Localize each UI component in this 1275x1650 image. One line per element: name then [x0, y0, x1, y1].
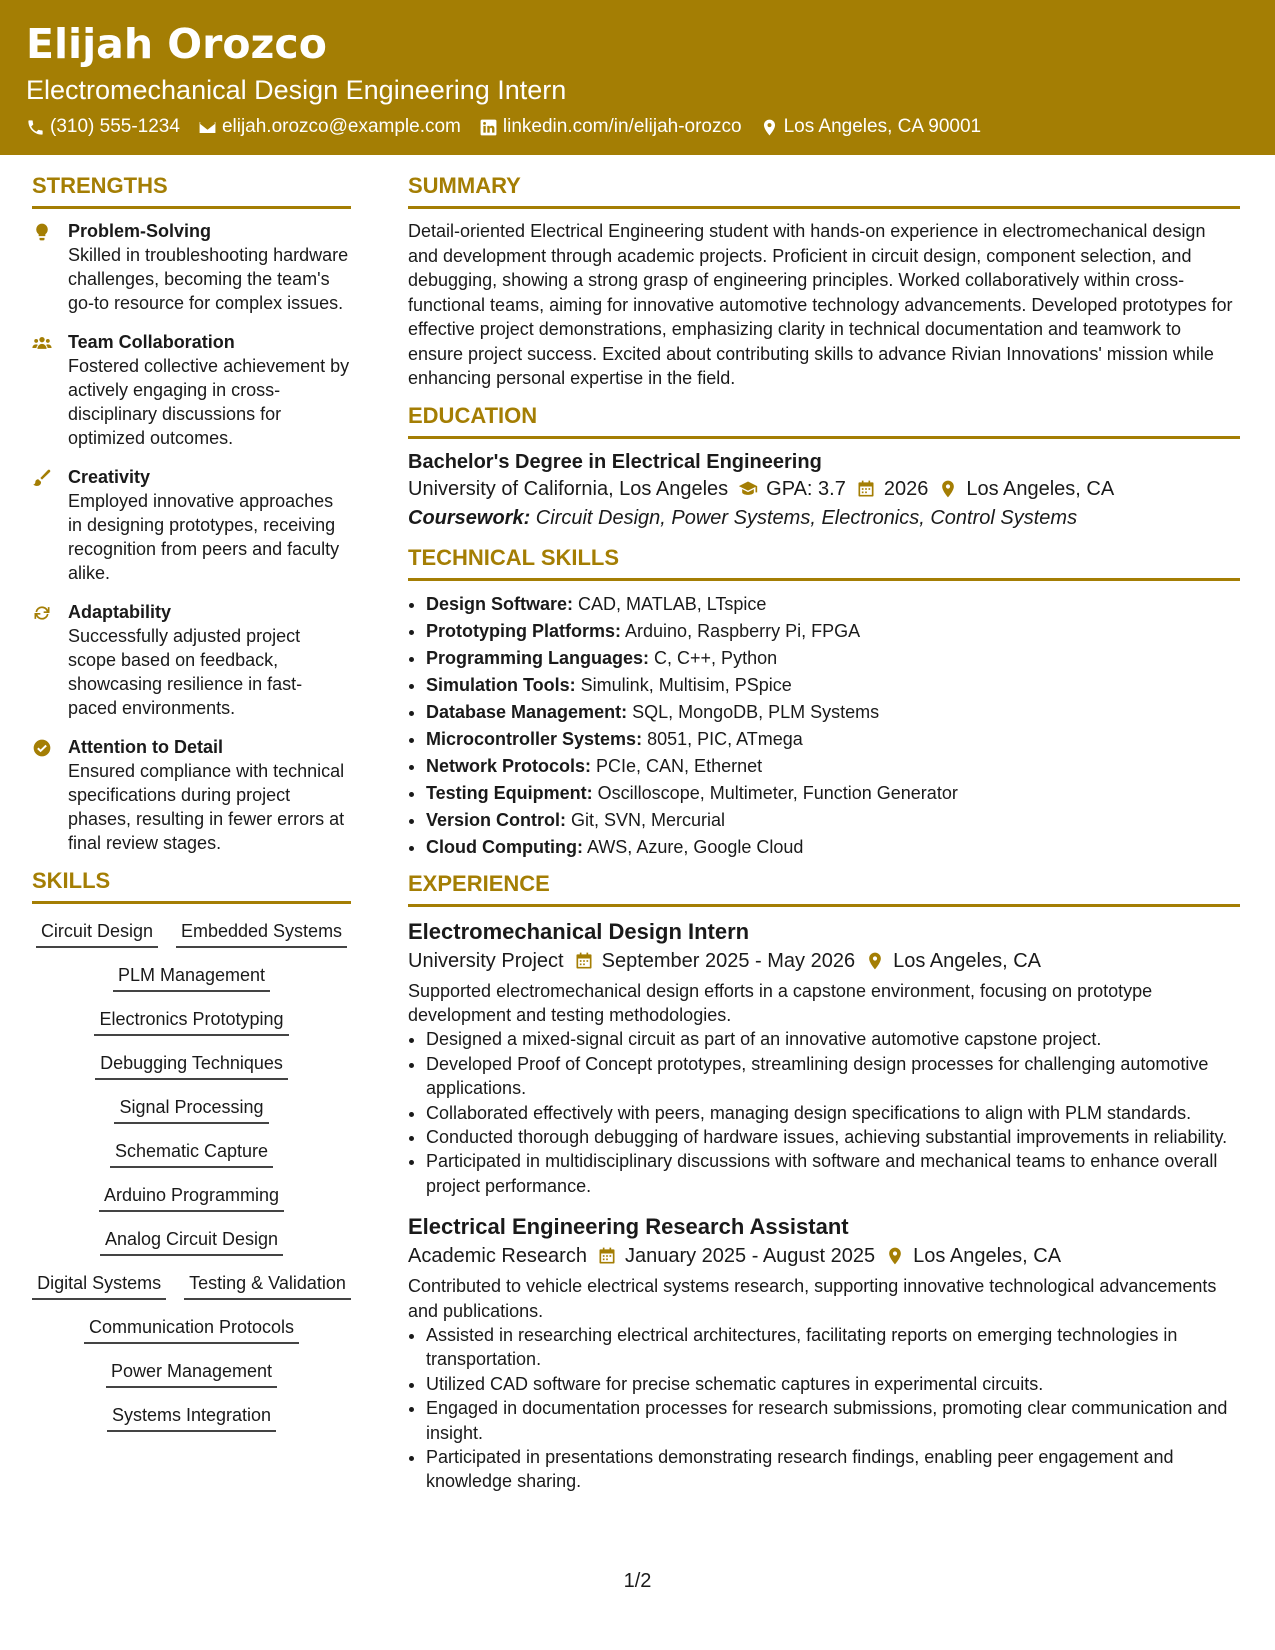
job-description: Contributed to vehicle electrical systems research, supporting innovative technological advancements and publications.: [408, 1276, 1217, 1321]
strength-item: [32, 735, 351, 855]
skills-list: [32, 914, 351, 1432]
summary-heading: SUMMARY: [408, 175, 1240, 209]
strength-desc: Ensured compliance with technical specifications during project phases, resulting in fewer errors at final review stages.: [68, 761, 345, 853]
job-dates: January 2025 - August 2025: [624, 1245, 876, 1268]
strength-desc: Skilled in troubleshooting hardware challenges, becoming the team's go-to resource for complex issues.: [68, 245, 349, 313]
strength-desc: Fostered collective achievement by actively engaging in cross-disciplinary discussions for optimized outcomes.: [68, 356, 350, 448]
education-heading: EDUCATION: [408, 405, 1240, 439]
skill-tag: Electronics Prototyping: [94, 1008, 288, 1036]
strength-title: Attention to Detail: [68, 737, 223, 757]
summary-text: Detail-oriented Electrical Engineering student with hands-on experience in electromechanical design and development through academic projects. Proficient in circuit design, component selection, and debugging, showing a strong grasp of engineering principles. Worked collaboratively within cross-functional teams, aiming for innovative automotive technology advancements. Developed prototypes for effective project demonstrations, emphasizing clarity in technical documentation and teamwork to ensure project success. Excited about contributing skills to advance Rivian Innovations' mission while enhancing personal expertise in the field.: [408, 221, 1233, 388]
list-item: [426, 834, 1240, 861]
job-title: Electromechanical Design Intern: [408, 918, 750, 944]
list-item: • Utilized CAD software for precise schematic captures in experimental circuits.: [426, 1372, 1240, 1396]
contact-location: [760, 116, 982, 138]
skill-tag: Power Management: [106, 1360, 277, 1388]
skill-tag: Systems Integration: [107, 1404, 276, 1432]
list-item: • Conducted thorough debugging of hardware issues, achieving substantial improvements in reliability.: [426, 1125, 1240, 1149]
job-location: Los Angeles, CA: [893, 949, 1041, 972]
grad-year: 2026: [883, 477, 929, 500]
list-item: • Participated in multidisciplinary discussions with software and mechanical teams to enhance overall project performance.: [426, 1149, 1240, 1198]
list-item: [426, 645, 1240, 672]
right-column: [408, 175, 1240, 1508]
list-item: [426, 753, 1240, 780]
technical-skills-heading: TECHNICAL SKILLS: [408, 547, 1240, 581]
list-item: • Collaborated effectively with peers, managing design specifications to align with PLM standards.: [426, 1101, 1240, 1125]
list-item: • Designed a mixed-signal circuit as part of an innovative automotive capstone project.: [426, 1027, 1240, 1051]
job-bullets: [408, 1027, 1240, 1198]
list-item: [426, 726, 1240, 753]
tech-value: CAD, MATLAB, LTspice: [573, 593, 767, 614]
phone-icon: [26, 118, 45, 137]
skill-tag: Debugging Techniques: [95, 1052, 288, 1080]
page-number: 1/2: [623, 1570, 652, 1592]
coursework-list: Circuit Design, Power Systems, Electronics, Control Systems: [530, 506, 1078, 529]
list-item: [426, 672, 1240, 699]
skill-tag: Arduino Programming: [99, 1184, 284, 1212]
tech-value: Arduino, Raspberry Pi, FPGA: [621, 620, 861, 641]
degree-title: Bachelor's Degree in Electrical Engineering: [408, 450, 822, 473]
contact-bar: [26, 116, 981, 138]
list-item: • Participated in presentations demonstrating research findings, enabling peer engagement and knowledge sharing.: [426, 1445, 1240, 1494]
skill-tag: Digital Systems: [32, 1272, 166, 1300]
tech-label: Prototyping Platforms:: [426, 620, 622, 641]
contact-phone[interactable]: [26, 116, 180, 138]
job-entry: [408, 1212, 1240, 1494]
skill-tag: Signal Processing: [114, 1096, 268, 1124]
job-location: Los Angeles, CA: [913, 1245, 1062, 1268]
tech-label: Programming Languages:: [426, 647, 650, 668]
check-circle-icon: [32, 738, 52, 758]
email-text: elijah.orozco@example.com: [221, 116, 461, 137]
job-bullets: [408, 1323, 1240, 1494]
skill-tag: Analog Circuit Design: [100, 1228, 283, 1256]
tech-value: Oscilloscope, Multimeter, Function Generator: [592, 782, 958, 803]
tech-value: PCIe, CAN, Ethernet: [591, 755, 763, 776]
linkedin-icon: [479, 118, 498, 137]
strength-desc: Employed innovative approaches in designing prototypes, receiving recognition from peers and faculty alike.: [68, 491, 340, 583]
school-name: University of California, Los Angeles: [408, 477, 729, 500]
phone-text: (310) 555-1234: [50, 116, 180, 137]
tech-value: C, C++, Python: [649, 647, 778, 668]
tech-label: Cloud Computing:: [426, 836, 583, 857]
tech-label: Network Protocols:: [426, 755, 592, 776]
strength-item: [32, 219, 351, 315]
skill-tag: PLM Management: [113, 964, 270, 992]
skill-tag: Circuit Design: [36, 920, 158, 948]
tech-label: Microcontroller Systems:: [426, 728, 643, 749]
coursework-label: Coursework:: [408, 506, 531, 529]
tech-value: Git, SVN, Mercurial: [566, 809, 726, 830]
location-icon: [760, 118, 779, 137]
tech-label: Version Control:: [426, 809, 567, 830]
lightbulb-icon: [32, 222, 52, 242]
strength-title: Adaptability: [68, 602, 172, 622]
graduation-cap-icon: [738, 479, 758, 499]
users-icon: [32, 333, 52, 353]
strength-desc: Successfully adjusted project scope based on feedback, showcasing resilience in fast-paced environments.: [68, 626, 303, 718]
skill-tag: Testing & Validation: [184, 1272, 351, 1300]
candidate-title: Electromechanical Design Engineering Intern: [26, 75, 567, 105]
job-dates: September 2025 - May 2026: [601, 949, 856, 972]
gpa: GPA: 3.7: [766, 477, 846, 500]
job-description: Supported electromechanical design efforts in a capstone environment, focusing on prototype development and testing methodologies.: [408, 980, 1153, 1025]
strengths-heading: STRENGTHS: [32, 175, 351, 209]
resume-header: [0, 0, 1275, 155]
tech-label: Simulation Tools:: [426, 674, 576, 695]
strength-item: [32, 600, 351, 720]
linkedin-text: linkedin.com/in/elijah-orozco: [502, 116, 742, 137]
job-entry: [408, 917, 1240, 1199]
location-text: Los Angeles, CA 90001: [783, 116, 982, 137]
location-icon: [938, 479, 958, 499]
strength-item: [32, 465, 351, 585]
tech-value: 8051, PIC, ATmega: [642, 728, 803, 749]
tech-value: Simulink, Multisim, PSpice: [575, 674, 792, 695]
tech-value: SQL, MongoDB, PLM Systems: [627, 701, 880, 722]
list-item: • Developed Proof of Concept prototypes, streamlining design processes for challenging automotive applications.: [426, 1052, 1240, 1101]
strength-title: Team Collaboration: [68, 332, 235, 352]
candidate-name: Elijah Orozco: [26, 20, 327, 68]
job-meta: [408, 947, 1240, 975]
sync-icon: [32, 603, 52, 623]
contact-linkedin[interactable]: [479, 116, 742, 138]
left-column: [32, 175, 351, 1432]
list-item: [426, 699, 1240, 726]
coursework: [408, 503, 1240, 533]
strength-title: Creativity: [68, 467, 151, 487]
job-title: Electrical Engineering Research Assistant: [408, 1214, 849, 1240]
list-item: • Assisted in researching electrical architectures, facilitating reports on emerging technologies in transportation.: [426, 1323, 1240, 1372]
tech-value: AWS, Azure, Google Cloud: [582, 836, 804, 857]
calendar-icon: [574, 951, 594, 971]
calendar-icon: [597, 1246, 617, 1266]
envelope-icon: [198, 118, 217, 137]
school-location: Los Angeles, CA: [966, 477, 1115, 500]
tech-label: Database Management:: [426, 701, 628, 722]
list-item: • Engaged in documentation processes for research submissions, promoting clear communication and insight.: [426, 1396, 1240, 1445]
skill-tag: Embedded Systems: [176, 920, 347, 948]
tech-label: Design Software:: [426, 593, 574, 614]
tech-label: Testing Equipment:: [426, 782, 593, 803]
list-item: [426, 618, 1240, 645]
strength-item: [32, 330, 351, 450]
job-meta: [408, 1242, 1240, 1270]
job-org: Academic Research: [408, 1245, 587, 1268]
skill-tag: Communication Protocols: [84, 1316, 299, 1344]
experience-heading: EXPERIENCE: [408, 873, 1240, 907]
paintbrush-icon: [32, 468, 52, 488]
list-item: [426, 807, 1240, 834]
list-item: [426, 591, 1240, 618]
strength-title: Problem-Solving: [68, 221, 212, 241]
list-item: [426, 780, 1240, 807]
education-meta: [408, 475, 1240, 503]
calendar-icon: [856, 479, 876, 499]
technical-skills-list: [408, 591, 1240, 861]
job-org: University Project: [408, 949, 564, 972]
contact-email[interactable]: [198, 116, 461, 138]
location-icon: [865, 951, 885, 971]
skills-heading: SKILLS: [32, 870, 351, 904]
skill-tag: Schematic Capture: [110, 1140, 273, 1168]
location-icon: [885, 1246, 905, 1266]
